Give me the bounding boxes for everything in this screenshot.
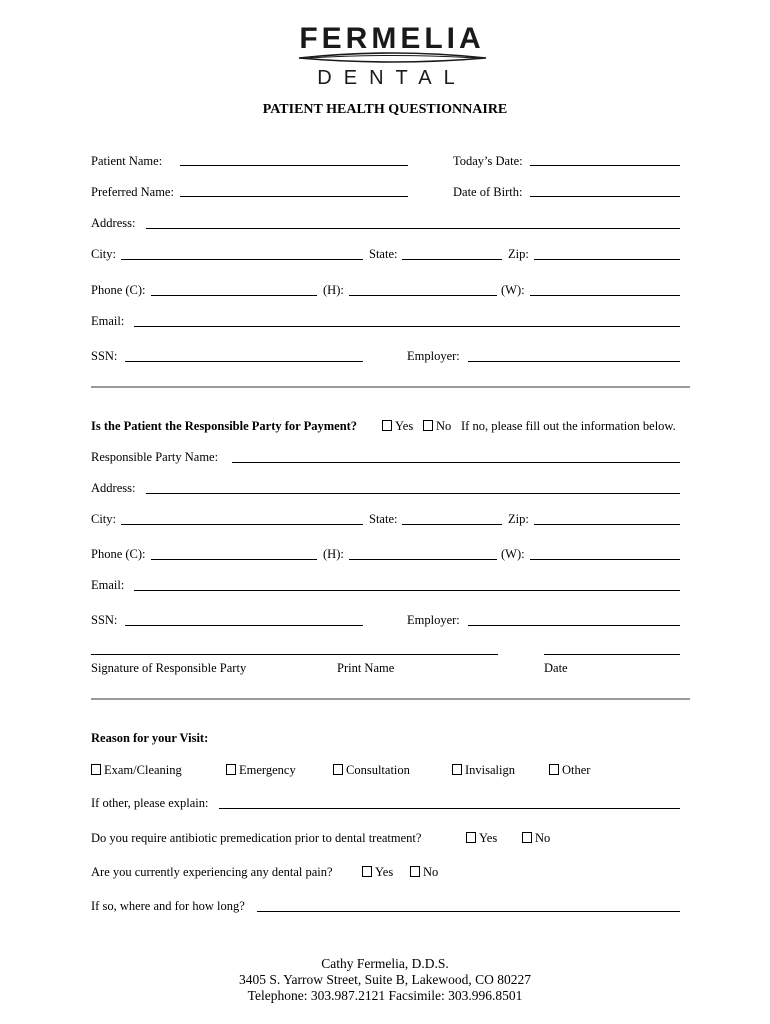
logo-mark (295, 20, 490, 92)
resp-phone-h-field[interactable] (349, 559, 497, 560)
visit-option-emergency[interactable] (226, 763, 296, 777)
visit-option-label: Other (562, 763, 591, 777)
explain-label: If other, please explain: (91, 796, 209, 810)
resp-employer-field[interactable] (468, 625, 680, 626)
checkbox-icon[interactable] (410, 866, 420, 877)
logo-brand: FERMELIA (299, 22, 485, 55)
footer-address: 3405 S. Yarrow Street, Suite B, Lakewood, CO 80227 (238, 972, 532, 987)
responsible-name-label: Responsible Party Name: (91, 450, 219, 464)
page-title: PATIENT HEALTH QUESTIONNAIRE (262, 102, 508, 117)
checkbox-icon[interactable] (333, 764, 343, 775)
footer-doctor: Cathy Fermelia, D.D.S. (321, 956, 449, 971)
resp-email-label: Email: (91, 578, 125, 592)
checkbox-icon[interactable] (452, 764, 462, 775)
pain-yes-label: Yes (375, 865, 394, 879)
resp-email-field[interactable] (134, 590, 680, 591)
email-label: Email: (91, 314, 125, 328)
patient-name-field[interactable] (180, 165, 408, 166)
pain-yes-option[interactable] (362, 865, 393, 879)
visit-option-consultation[interactable] (333, 763, 410, 777)
checkbox-icon[interactable] (549, 764, 559, 775)
visit-option-label: Consultation (346, 763, 410, 777)
signature-label: Signature of Responsible Party (91, 661, 247, 675)
employer-label: Employer: (407, 349, 460, 363)
resp-address-label: Address: (91, 481, 136, 495)
phone-w-label: (W): (501, 283, 525, 297)
phone-h-field[interactable] (349, 295, 497, 296)
signature-date-label: Date (544, 661, 568, 675)
signature-field[interactable] (91, 654, 498, 655)
phone-c-field[interactable] (151, 295, 317, 296)
where-label: If so, where and for how long? (91, 899, 245, 913)
resp-state-field[interactable] (402, 524, 502, 525)
zip-label: Zip: (508, 247, 529, 261)
ssn-field[interactable] (125, 361, 363, 362)
state-field[interactable] (402, 259, 502, 260)
section-divider-2 (91, 698, 690, 700)
pain-question: Are you currently experiencing any dental pain? (91, 865, 333, 879)
city-label: City: (91, 247, 117, 261)
responsible-name-field[interactable] (232, 462, 680, 463)
pain-no-option[interactable] (410, 865, 438, 879)
responsible-yes-option[interactable] (382, 419, 413, 433)
section-divider-1 (91, 386, 690, 388)
antibiotic-yes-option[interactable] (466, 831, 497, 845)
phone-h-label: (H): (323, 283, 344, 297)
resp-address-field[interactable] (146, 493, 680, 494)
todays-date-label: Today’s Date: (453, 154, 523, 168)
resp-city-field[interactable] (121, 524, 363, 525)
responsible-no-option[interactable] (423, 419, 451, 433)
resp-city-label: City: (91, 512, 117, 526)
ssn-label: SSN: (91, 349, 118, 363)
responsible-yes-label: Yes (395, 419, 414, 433)
email-field[interactable] (134, 326, 680, 327)
resp-phone-w-field[interactable] (530, 559, 680, 560)
resp-phone-w-label: (W): (501, 547, 525, 561)
responsible-question: Is the Patient the Responsible Party for Payment? (91, 419, 358, 433)
visit-heading: Reason for your Visit: (91, 731, 209, 745)
resp-employer-label: Employer: (407, 613, 460, 627)
footer-contact: Telephone: 303.987.2121 Facsimile: 303.996.8501 (247, 988, 523, 1003)
responsible-no-label: No (436, 419, 452, 433)
checkbox-icon[interactable] (423, 420, 433, 431)
address-field[interactable] (146, 228, 680, 229)
patient-name-label: Patient Name: (91, 154, 163, 168)
zip-field[interactable] (534, 259, 680, 260)
where-field[interactable] (257, 911, 680, 912)
explain-field[interactable] (219, 808, 680, 809)
logo-sub: DENTAL (317, 67, 467, 89)
city-field[interactable] (121, 259, 363, 260)
dob-label: Date of Birth: (453, 185, 523, 199)
resp-zip-label: Zip: (508, 512, 529, 526)
checkbox-icon[interactable] (91, 764, 101, 775)
checkbox-icon[interactable] (362, 866, 372, 877)
dob-field[interactable] (530, 196, 680, 197)
visit-option-other[interactable] (549, 763, 590, 777)
resp-state-label: State: (369, 512, 398, 526)
checkbox-icon[interactable] (226, 764, 236, 775)
resp-zip-field[interactable] (534, 524, 680, 525)
antibiotic-no-label: No (535, 831, 551, 845)
resp-ssn-label: SSN: (91, 613, 118, 627)
phone-c-label: Phone (C): (91, 283, 146, 297)
visit-option-label: Exam/Cleaning (104, 763, 182, 777)
responsible-note: If no, please fill out the information below. (461, 419, 676, 433)
employer-field[interactable] (468, 361, 680, 362)
signature-date-field[interactable] (544, 654, 680, 655)
print-name-label: Print Name (337, 661, 395, 675)
preferred-name-field[interactable] (180, 196, 408, 197)
preferred-name-label: Preferred Name: (91, 185, 174, 199)
resp-ssn-field[interactable] (125, 625, 363, 626)
address-label: Address: (91, 216, 136, 230)
antibiotic-question: Do you require antibiotic premedication prior to dental treatment? (91, 831, 422, 845)
visit-option-exam[interactable] (91, 763, 182, 777)
resp-phone-c-label: Phone (C): (91, 547, 146, 561)
visit-option-label: Emergency (239, 763, 296, 777)
checkbox-icon[interactable] (522, 832, 532, 843)
pain-no-label: No (423, 865, 439, 879)
checkbox-icon[interactable] (466, 832, 476, 843)
todays-date-field[interactable] (530, 165, 680, 166)
checkbox-icon[interactable] (382, 420, 392, 431)
antibiotic-yes-label: Yes (479, 831, 498, 845)
visit-option-invisalign[interactable] (452, 763, 515, 777)
phone-w-field[interactable] (530, 295, 680, 296)
antibiotic-no-option[interactable] (522, 831, 550, 845)
resp-phone-h-label: (H): (323, 547, 344, 561)
resp-phone-c-field[interactable] (151, 559, 317, 560)
visit-option-label: Invisalign (465, 763, 515, 777)
state-label: State: (369, 247, 398, 261)
